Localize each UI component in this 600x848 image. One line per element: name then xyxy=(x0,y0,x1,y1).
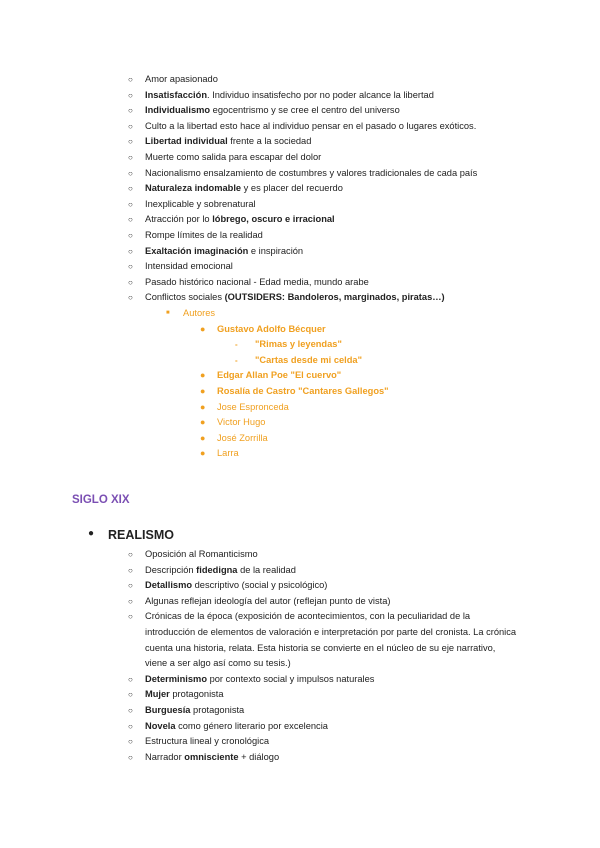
circle-bullet-icon: ○ xyxy=(128,550,133,559)
list-item: ○ Naturaleza indomable y es placer del recuerdo xyxy=(145,181,343,197)
circle-bullet-icon: ○ xyxy=(128,737,133,747)
author-item: ● Jose Espronceda xyxy=(217,400,289,416)
list-item: ○ Individualismo egocentrismo y se cree el centro del universo xyxy=(145,103,400,119)
list-item: ○ Novela como género literario por excelencia xyxy=(145,719,328,735)
circle-bullet-icon: ○ xyxy=(128,612,133,622)
list-item: ○ Muerte como salida para escapar del dolor xyxy=(145,150,321,166)
circle-bullet-icon: ○ xyxy=(128,246,133,256)
author-item: ● Gustavo Adolfo Bécquer xyxy=(217,322,326,338)
disc-bullet-icon: ● xyxy=(200,432,206,443)
author-item: ● José Zorrilla xyxy=(217,431,268,447)
list-item: ○ Intensidad emocional xyxy=(145,259,233,275)
circle-bullet-icon: ○ xyxy=(128,293,133,303)
list-item: ○ Inexplicable y sobrenatural xyxy=(145,197,256,213)
circle-bullet-icon: ○ xyxy=(128,565,133,575)
work-item: - "Cartas desde mi celda" xyxy=(255,353,362,369)
list-item-autores: ■ Autores xyxy=(183,306,215,322)
list-item: ○ Culto a la libertad esto hace al individuo pensar en el pasado o lugares exóticos. xyxy=(145,119,476,135)
disc-bullet-icon: ● xyxy=(88,528,95,539)
list-item: ○ Algunas reflejan ideología del autor (reflejan punto de vista) xyxy=(145,594,391,610)
circle-bullet-icon: ○ xyxy=(128,262,133,272)
circle-bullet-icon: ○ xyxy=(128,706,133,715)
list-item: ○ Nacionalismo ensalzamiento de costumbres y valores tradicionales de cada país xyxy=(145,166,477,182)
heading-realismo: REALISMO xyxy=(108,528,174,542)
circle-bullet-icon: ○ xyxy=(128,215,133,225)
circle-bullet-icon: ○ xyxy=(128,277,133,287)
list-item: ○ Conflictos sociales (OUTSIDERS: Bandoleros, marginados, piratas…) xyxy=(145,290,445,306)
circle-bullet-icon: ○ xyxy=(128,721,133,731)
author-item: ● Edgar Allan Poe "El cuervo" xyxy=(217,368,341,384)
list-item: ○ Crónicas de la época (exposición de acontecimientos, con la peculiaridad de la introducción de elementos de valoración e interpretación por parte del cronista. La crónica cuenta una historia, relata. Esta historia se convierte en el núcleo de su eje narrativo, viene a ser algo así como su tesis.) xyxy=(128,611,517,669)
circle-bullet-icon: ○ xyxy=(128,184,133,194)
list-item: ○ Insatisfacción. Individuo insatisfecho por no poder alcance la libertad xyxy=(145,88,434,104)
square-bullet-icon: ■ xyxy=(166,310,170,316)
circle-bullet-icon: ○ xyxy=(128,90,133,100)
list-item: ○ Libertad individual frente a la sociedad xyxy=(145,134,311,150)
list-item: ○ Oposición al Romanticismo xyxy=(145,547,258,563)
list-item: ○ Burguesía protagonista xyxy=(145,703,244,719)
list-item: ○ Detallismo descriptivo (social y psicológico) xyxy=(145,578,327,594)
circle-bullet-icon: ○ xyxy=(128,75,133,84)
circle-bullet-icon: ○ xyxy=(128,581,133,591)
circle-bullet-icon: ○ xyxy=(128,752,133,762)
list-item: ○ Narrador omnisciente + diálogo xyxy=(145,750,279,766)
dash-bullet-icon: - xyxy=(235,340,238,350)
list-item: ○ Exaltación imaginación e inspiración xyxy=(145,244,303,260)
disc-bullet-icon: ● xyxy=(200,323,206,334)
circle-bullet-icon: ○ xyxy=(128,596,133,606)
disc-bullet-icon: ● xyxy=(200,386,206,396)
disc-bullet-icon: ● xyxy=(200,370,206,381)
list-item: ○ Descripción fidedigna de la realidad xyxy=(145,563,296,579)
disc-bullet-icon: ● xyxy=(200,417,206,428)
circle-bullet-icon: ○ xyxy=(128,690,133,700)
circle-bullet-icon: ○ xyxy=(128,121,133,131)
work-item: - "Rimas y leyendas" xyxy=(255,337,342,353)
circle-bullet-icon: ○ xyxy=(128,106,133,116)
circle-bullet-icon: ○ xyxy=(128,199,133,209)
author-item: ● Victor Hugo xyxy=(217,415,265,431)
author-item: ● Rosalía de Castro "Cantares Gallegos" xyxy=(217,384,389,400)
list-item: ○ Amor apasionado xyxy=(145,72,218,88)
circle-bullet-icon: ○ xyxy=(128,168,133,178)
list-item: ○ Atracción por lo lóbrego, oscuro e irracional xyxy=(145,212,335,228)
list-item: ○ Estructura lineal y cronológica xyxy=(145,734,269,750)
list-item: ○ Rompe límites de la realidad xyxy=(145,228,263,244)
list-item: ○ Pasado histórico nacional - Edad media, mundo arabe xyxy=(145,275,369,291)
list-item: ○ Determinismo por contexto social y impulsos naturales xyxy=(145,672,374,688)
author-item: ● Larra xyxy=(217,446,239,462)
dash-bullet-icon: - xyxy=(235,355,238,365)
circle-bullet-icon: ○ xyxy=(128,231,133,240)
disc-bullet-icon: ● xyxy=(200,401,206,412)
circle-bullet-icon: ○ xyxy=(128,153,133,162)
section-title: SIGLO XIX xyxy=(72,494,130,506)
disc-bullet-icon: ● xyxy=(200,448,206,459)
circle-bullet-icon: ○ xyxy=(128,137,133,147)
list-item: ○ Mujer protagonista xyxy=(145,687,224,703)
circle-bullet-icon: ○ xyxy=(128,674,133,684)
